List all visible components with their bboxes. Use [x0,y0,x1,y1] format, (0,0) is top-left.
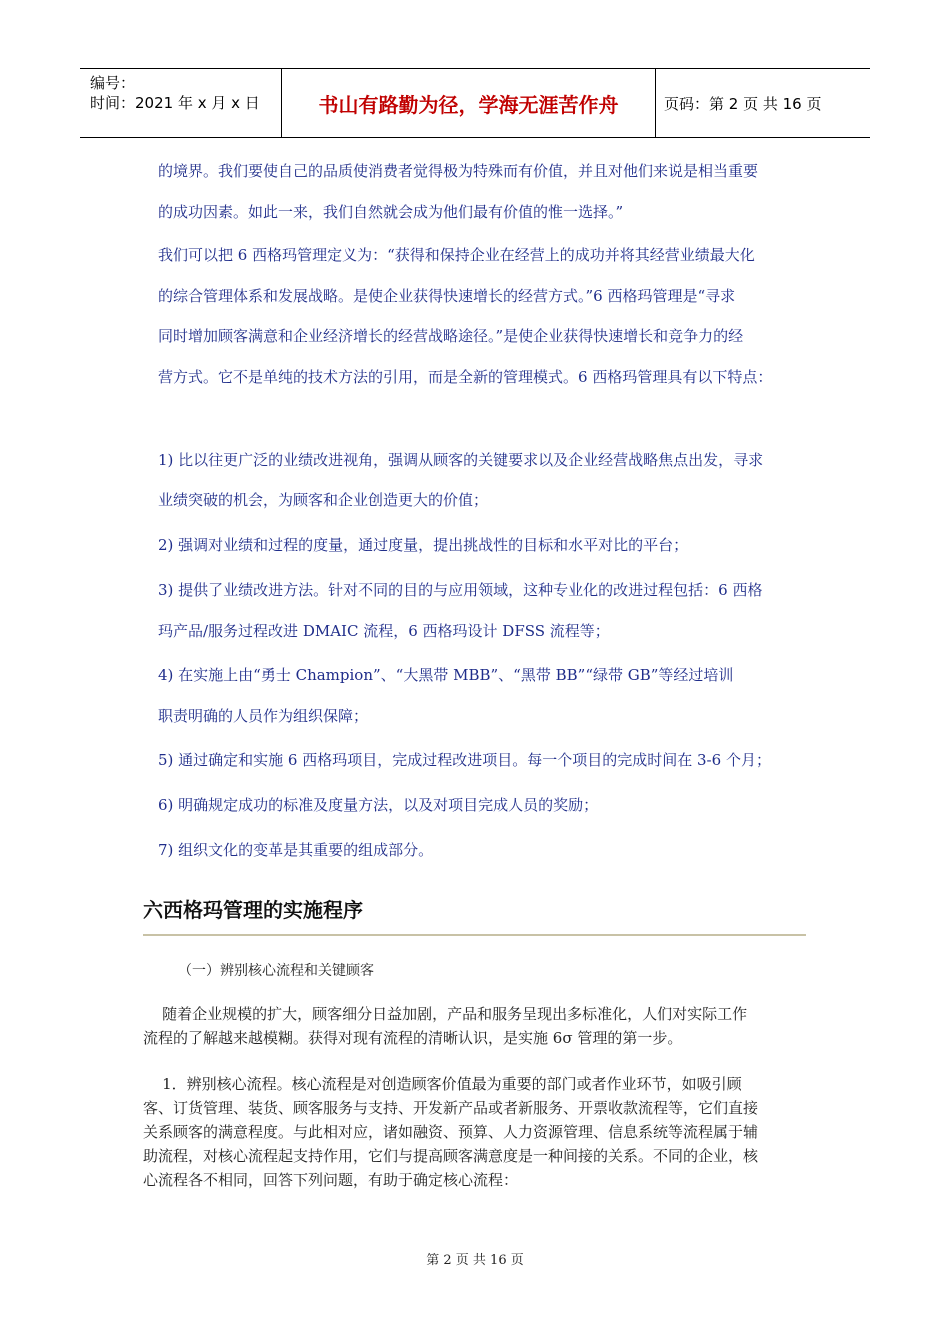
header-table [80,68,870,138]
body-line: 关系顾客的满意程度。与此相对应，诸如融资、预算、人力资源管理、信息系统等流程属于辅 [143,1123,759,1141]
list-item-continued: 业绩突破的机会，为顾客和企业创造更大的价值； [158,491,489,509]
page-footer: 第 2 页 共 16 页 [426,1253,524,1268]
list-item: 2) 强调对业绩和过程的度量，通过度量，提出挑战性的目标和水平对比的平台； [158,536,689,554]
body-line: 1．辨别核心流程。核心流程是对创造顾客价值最为重要的部门或者作业环节，如吸引顾 [143,1075,742,1093]
header-motto-cell [282,69,656,137]
intro-line: 同时增加顾客满意和企业经济增长的经营战略途径。”是使企业获得快速增长和竞争力的经 [158,327,744,345]
subheading: （一）辨别核心流程和关键顾客 [178,963,374,979]
intro-line: 我们可以把 6 西格玛管理定义为：“获得和保持企业在经营上的成功并将其经营业绩最大化 [158,246,755,264]
list-item-continued: 职责明确的人员作为组织保障； [158,707,369,725]
time-label: 时间：2021 年 x 月 x 日 [90,94,260,112]
list-item: 7) 组织文化的变革是其重要的组成部分。 [158,841,434,859]
list-item-continued: 玛产品/服务过程改进 DMAIC 流程，6 西格玛设计 DFSS 流程等； [158,622,610,640]
header-page-cell [656,69,870,137]
body-line: 客、订货管理、装货、顾客服务与支持、开发新产品或者新服务、开票收款流程等，它们直接 [143,1099,759,1117]
header-meta-cell [80,69,282,137]
list-item: 6) 明确规定成功的标准及度量方法，以及对项目完成人员的奖励； [158,796,599,814]
body-line: 流程的了解越来越模糊。获得对现有流程的清晰认识，是实施 6σ 管理的第一步。 [143,1029,683,1047]
heading-rule [143,934,806,936]
number-label: 编号： [90,74,136,92]
list-item: 3) 提供了业绩改进方法。针对不同的目的与应用领域，这种专业化的改进过程包括：6 西格 [158,581,763,599]
section-heading: 六西格玛管理的实施程序 [143,898,363,922]
list-item: 4) 在实施上由“勇士 Champion”、“大黑带 MBB”、“黑带 BB”“绿带 GB”等经过培训 [158,666,734,684]
list-item: 1) 比以往更广泛的业绩改进视角，强调从顾客的关键要求以及企业经营战略焦点出发，寻求 [158,451,764,469]
page-info: 页码：第 2 页 共 16 页 [664,94,822,113]
intro-line: 的成功因素。如此一来，我们自然就会成为他们最有价值的惟一选择。” [158,203,624,221]
intro-line: 的综合管理体系和发展战略。是使企业获得快速增长的经营方式。”6 西格玛管理是“寻求 [158,287,736,305]
intro-line: 营方式。它不是单纯的技术方法的引用，而是全新的管理模式。6 西格玛管理具有以下特点： [158,368,773,386]
intro-line: 的境界。我们要使自己的品质使消费者觉得极为特殊而有价值，并且对他们来说是相当重要 [158,162,759,180]
body-line: 心流程各不相同，回答下列问题，有助于确定核心流程： [143,1171,519,1189]
body-line: 随着企业规模的扩大，顾客细分日益加剧，产品和服务呈现出多标准化，人们对实际工作 [143,1005,748,1023]
list-item: 5) 通过确定和实施 6 西格玛项目，完成过程改进项目。每一个项目的完成时间在 3-6 个月； [158,751,771,769]
motto: 书山有路勤为径，学海无涯苦作舟 [318,92,619,117]
body-line: 助流程，对核心流程起支持作用，它们与提高顾客满意度是一种间接的关系。不同的企业，核 [143,1147,759,1165]
